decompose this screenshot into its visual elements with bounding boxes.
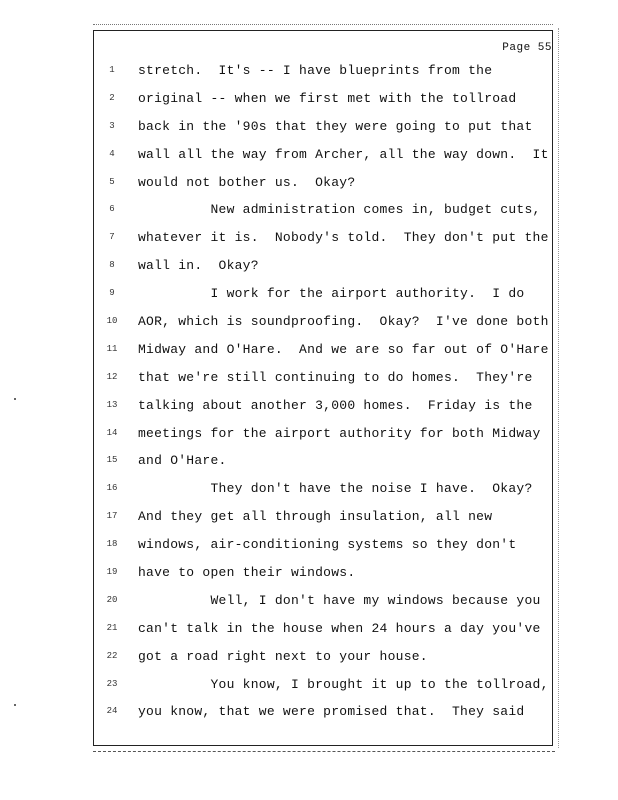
line-number: 8 xyxy=(109,260,115,271)
line-text: have to open their windows. xyxy=(138,565,356,581)
line-text: Midway and O'Hare. And we are so far out of O'Hare xyxy=(138,341,549,357)
line-text: And they get all through insulation, all new xyxy=(138,509,493,525)
line-number: 10 xyxy=(106,316,118,327)
line-number: 6 xyxy=(109,204,115,215)
transcript-line xyxy=(95,475,545,503)
transcript-line xyxy=(95,392,545,420)
line-text: whatever it is. Nobody's told. They don't put the xyxy=(138,230,549,246)
scan-speck xyxy=(14,398,16,400)
line-number: 5 xyxy=(109,176,115,187)
line-number: 17 xyxy=(106,511,118,522)
transcript-line xyxy=(95,57,545,85)
line-number: 16 xyxy=(106,483,118,494)
line-text: can't talk in the house when 24 hours a day you've xyxy=(138,620,541,636)
transcript-line xyxy=(95,252,545,280)
line-number: 9 xyxy=(109,288,115,299)
transcript-line xyxy=(95,224,549,252)
line-number: 13 xyxy=(106,399,118,410)
transcript-line xyxy=(95,698,545,726)
line-text: You know, I brought it up to the tollroad, xyxy=(138,676,549,692)
page-number: Page 55 xyxy=(502,42,552,54)
line-number: 1 xyxy=(109,65,115,75)
line-text: talking about another 3,000 homes. Friday is the xyxy=(138,397,533,413)
line-text: New administration comes in, budget cuts, xyxy=(138,202,541,218)
line-number: 24 xyxy=(106,706,118,717)
line-number: 3 xyxy=(109,120,115,131)
line-text: you know, that we were promised that. They said xyxy=(138,704,525,720)
line-text: stretch. It's -- I have blueprints from the xyxy=(138,63,493,78)
line-number: 19 xyxy=(106,567,118,578)
transcript-line xyxy=(95,308,549,336)
line-number: 22 xyxy=(106,650,118,661)
transcript-line xyxy=(95,141,549,169)
transcript-line xyxy=(95,280,545,308)
right-scan-edge xyxy=(558,28,559,748)
transcript-line xyxy=(95,85,545,113)
transcript-line xyxy=(95,503,545,531)
line-number: 2 xyxy=(109,92,115,103)
line-text: wall in. Okay? xyxy=(138,258,259,274)
line-text: I work for the airport authority. I do xyxy=(138,286,525,302)
transcript-line xyxy=(95,364,545,392)
transcript-line xyxy=(95,559,545,587)
transcript-line xyxy=(95,420,545,448)
line-text: got a road right next to your house. xyxy=(138,648,428,664)
transcript-line xyxy=(95,587,545,615)
line-number: 23 xyxy=(106,678,118,689)
line-text: They don't have the noise I have. Okay? xyxy=(138,481,533,497)
top-scan-rule xyxy=(93,24,553,25)
bottom-scan-rule xyxy=(93,751,555,752)
line-text: back in the '90s that they were going to put that xyxy=(138,118,533,134)
line-text: and O'Hare. xyxy=(138,453,227,469)
transcript-line xyxy=(95,336,549,364)
line-text: wall all the way from Archer, all the way down. It xyxy=(138,146,549,162)
line-number: 18 xyxy=(106,539,118,550)
line-number: 15 xyxy=(106,455,118,466)
line-number: 12 xyxy=(106,371,118,382)
transcript-line xyxy=(95,447,545,475)
line-number: 20 xyxy=(106,594,118,605)
line-number: 14 xyxy=(106,427,118,438)
line-number: 4 xyxy=(109,148,115,159)
transcript-line xyxy=(95,615,545,643)
transcript-line xyxy=(95,531,545,559)
line-text: windows, air-conditioning systems so they don't xyxy=(138,537,517,553)
line-number: 11 xyxy=(106,343,118,354)
line-number: 7 xyxy=(109,232,115,243)
line-text: AOR, which is soundproofing. Okay? I've done both xyxy=(138,314,549,330)
line-text: original -- when we first met with the tollroad xyxy=(138,90,517,106)
transcript-line xyxy=(95,113,545,141)
line-text: meetings for the airport authority for both Midway xyxy=(138,425,541,441)
line-number: 21 xyxy=(106,622,118,633)
transcript-line xyxy=(95,643,545,671)
transcript-line xyxy=(95,671,549,699)
transcript-body xyxy=(95,57,549,726)
line-text: that we're still continuing to do homes. They're xyxy=(138,369,533,385)
line-text: Well, I don't have my windows because you xyxy=(138,592,541,608)
line-text: would not bother us. Okay? xyxy=(138,174,356,190)
transcript-line xyxy=(95,196,545,224)
scan-speck xyxy=(14,704,16,706)
transcript-line xyxy=(95,169,545,197)
